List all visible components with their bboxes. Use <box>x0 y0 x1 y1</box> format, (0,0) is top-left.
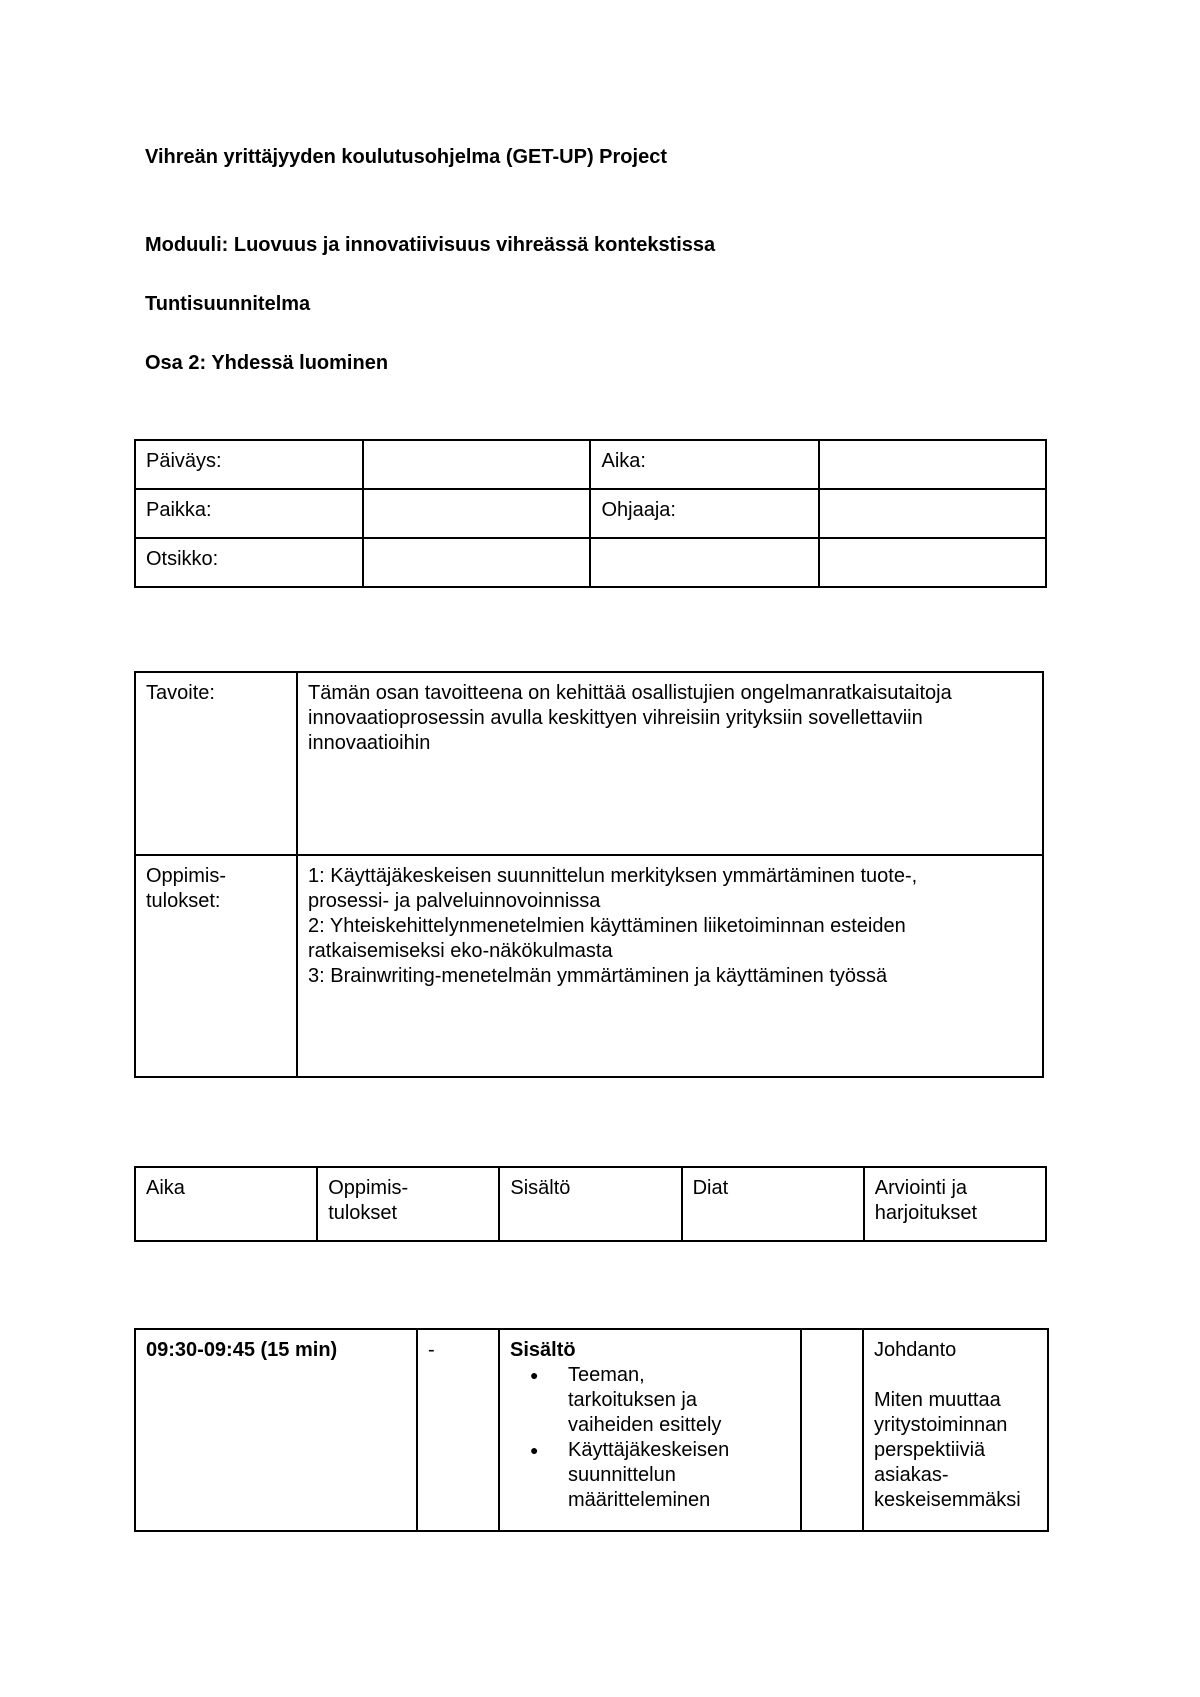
header-content: Sisältö <box>499 1167 681 1241</box>
row-assessment <box>863 1329 1048 1531</box>
header-assessment-line: harjoitukset <box>874 1202 978 1224</box>
module-title: Moduuli: Luovuus ja innovatiivisuus vihreässä kontekstissa <box>145 234 716 256</box>
outcome-line: ratkaisemiseksi eko-näkökulmasta <box>308 940 613 962</box>
time-label: Aika: <box>590 440 818 489</box>
title-label: Otsikko: <box>135 538 363 587</box>
place-value[interactable] <box>363 489 590 538</box>
title-value[interactable] <box>363 538 590 587</box>
date-label: Päiväys: <box>135 440 363 489</box>
row-content-title: Sisältö <box>510 1339 576 1361</box>
header-time: Aika <box>135 1167 317 1241</box>
list-item-line: määritteleminen <box>568 1489 711 1511</box>
title-value-extra-2[interactable] <box>819 538 1047 587</box>
header-assessment <box>864 1167 1046 1241</box>
outcomes-text <box>297 855 1043 1077</box>
outcome-line: 2: Yhteiskehittelynmenetelmien käyttäminen liiketoiminnan esteiden <box>308 915 906 937</box>
header-assessment-line: Arviointi ja <box>874 1177 968 1199</box>
row-assessment-line: asiakas- <box>874 1464 949 1486</box>
row-assessment-spacer <box>874 1363 1037 1388</box>
row-assessment-line: perspektiiviä <box>874 1439 986 1461</box>
info-table <box>134 439 1047 588</box>
place-label: Paikka: <box>135 489 363 538</box>
goal-line: innovaatioprosessin avulla keskittyen vihreisiin yrityksiin sovellettaviin <box>308 707 923 729</box>
instructor-label: Ohjaaja: <box>590 489 818 538</box>
list-item-line: suunnittelun <box>568 1464 676 1486</box>
row-outcomes: - <box>417 1329 499 1531</box>
program-title: Vihreän yrittäjyyden koulutusohjelma (GET-UP) Project <box>145 146 667 168</box>
title-value-extra-1[interactable] <box>590 538 818 587</box>
plan-title: Tuntisuunnitelma <box>145 293 311 315</box>
list-item-line: tarkoituksen ja <box>568 1389 697 1411</box>
row-content <box>499 1329 801 1531</box>
outcome-line: 1: Käyttäjäkeskeisen suunnittelun merkityksen ymmärtäminen tuote-, <box>308 865 918 887</box>
instructor-value[interactable] <box>819 489 1047 538</box>
goal-text <box>297 672 1043 855</box>
outcomes-label <box>135 855 297 1077</box>
schedule-header-table <box>134 1166 1047 1242</box>
header-outcomes-line: tulokset <box>328 1202 398 1224</box>
part-title: Osa 2: Yhdessä luominen <box>145 352 389 374</box>
outcomes-label-line: Oppimis- <box>146 865 227 887</box>
list-item-line: ● Käyttäjäkeskeisen <box>568 1439 730 1461</box>
row-assessment-title: Johdanto <box>874 1339 957 1361</box>
header-slides: Diat <box>682 1167 864 1241</box>
row-assessment-line: keskeisemmäksi <box>874 1489 1021 1511</box>
row-time: 09:30-09:45 (15 min) <box>135 1329 417 1531</box>
outcome-line: 3: Brainwriting-menetelmän ymmärtäminen ja käyttäminen työssä <box>308 965 888 987</box>
header-outcomes <box>317 1167 499 1241</box>
list-item-line: ● Teeman, <box>568 1364 645 1386</box>
header-outcomes-line: Oppimis- <box>328 1177 409 1199</box>
goal-line: innovaatioihin <box>308 732 431 754</box>
schedule-row-table <box>134 1328 1049 1532</box>
time-value[interactable] <box>819 440 1047 489</box>
row-content-list <box>510 1363 790 1513</box>
outcomes-label-line: tulokset: <box>146 890 221 912</box>
goals-table <box>134 671 1044 1078</box>
row-slides <box>801 1329 863 1531</box>
list-item-line: vaiheiden esittely <box>568 1414 722 1436</box>
date-value[interactable] <box>363 440 590 489</box>
goal-line: Tämän osan tavoitteena on kehittää osallistujien ongelmanratkaisutaitoja <box>308 682 952 704</box>
outcome-line: prosessi- ja palveluinnovoinnissa <box>308 890 601 912</box>
row-assessment-line: yritystoiminnan <box>874 1414 1008 1436</box>
row-assessment-line: Miten muuttaa <box>874 1389 1001 1411</box>
goal-label: Tavoite: <box>135 672 297 855</box>
list-item <box>568 1438 790 1513</box>
list-item <box>568 1363 790 1438</box>
